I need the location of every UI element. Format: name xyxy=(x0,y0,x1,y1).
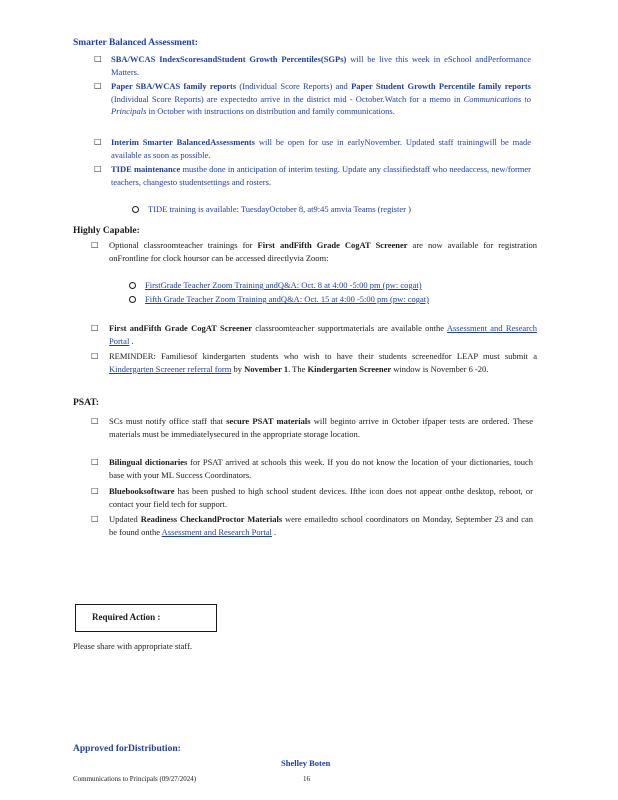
bullet-icon: □ xyxy=(94,137,102,146)
circle-bullet-icon xyxy=(132,206,139,213)
sba-item-interim: Interim Smarter BalancedAssessments will be open for use in earlyNovember. Updated staff trainingwill be made available as soon as possible. xyxy=(111,137,531,160)
first-grade-zoom-link[interactable]: FirstGrade Teacher Zoom Training andQ&A: Oct. 8 at 4:00 -5:00 pm (pw: cogat) xyxy=(145,280,422,290)
approval-label: Approved forDistribution: xyxy=(73,744,181,754)
assessment-portal-link[interactable]: Assessment and Research Portal xyxy=(109,323,537,346)
fifth-grade-zoom-link[interactable]: Fifth Grade Teacher Zoom Training andQ&A: Oct. 15 at 4:00 -5:00 pm (pw: cogat) xyxy=(145,294,429,304)
bullet-icon: □ xyxy=(91,416,99,425)
sba-item-family-reports: Paper SBA/WCAS family reports (Individual Score Reports) and Paper Student Growth Percentile family reports (Individual Score Reports) are expectedto arrive in the district mid - October.Watch for a memo in Communications to Principals in October with instructions on distribution and family communications. xyxy=(111,81,531,117)
page-number: 16 xyxy=(303,775,310,783)
bullet-icon: □ xyxy=(94,164,102,173)
sba-item-tide: TIDE maintenance mustbe done in anticipation of interim testing. Update any classifiedstaff who needaccess, new/former teachers, changesto studentsettings and rosters. xyxy=(111,164,531,187)
approver-name: Shelley Boten xyxy=(281,758,331,768)
hc-item-trainings: Optional classroomteacher trainings for First andFifth Grade CogAT Screener are now available for registration onFrontline for clock hoursor can be accessed directlyvia Zoom: xyxy=(109,240,537,263)
tide-training-item[interactable]: TIDE training is available: TuesdayOctober 8, at9:45 amvia Teams (register ) xyxy=(148,204,411,214)
bullet-icon: □ xyxy=(91,514,99,523)
psat-item-secure: SCs must notify office staff that secure PSAT materials will beginto arrive in October ifpaper tests are ordered. These materials must be immediatelysecured in the appropriate storage location. xyxy=(109,416,534,439)
sba-item-scores: SBA/WCAS IndexScoresandStudent Growth Percentiles(SGPs) will be live this week in eSchool andPerformance Matters. xyxy=(111,54,531,77)
bullet-icon: □ xyxy=(91,457,99,466)
psat-item-bluebook: Bluebooksoftware has been pushed to high school student devices. Ifthe icon does not appear onthe desktop, reboot, or contact your field tech for support. xyxy=(109,486,533,509)
bullet-icon: □ xyxy=(91,323,99,332)
kindergarten-referral-link[interactable]: Kindergarten Screener referral form xyxy=(109,363,232,374)
bullet-icon: □ xyxy=(94,54,102,63)
action-text: Please share with appropriate staff. xyxy=(73,641,193,651)
bullet-icon: □ xyxy=(91,486,99,495)
psat-item-dictionaries: Bilingual dictionaries for PSAT arrived at schools this week. If you do not know the location of your dictionaries, touch base with your ML Success Coordinators. xyxy=(109,457,533,480)
hc-section-title: Highly Capable: xyxy=(73,226,140,236)
bullet-icon: □ xyxy=(91,351,99,360)
footer-text: Communications to Principals (09/27/2024) xyxy=(73,775,197,783)
hc-item-materials: First andFifth Grade CogAT Screener classroomteacher supportmaterials are available onthe Assessment and Research Portal . xyxy=(109,323,537,346)
required-action-box xyxy=(75,604,217,632)
hc-item-reminder: REMINDER: Familiesof kindergarten students who wish to have their students screenedfor LEAP must submit a Kindergarten Screener referral form by November 1. The Kindergarten Screener window is November 6 -20. xyxy=(109,351,537,374)
psat-item-readiness: Updated Readiness CheckandProctor Materials were emailedto school coordinators on Monday, September 23 and can be found onthe Assessment and Research Portal . xyxy=(109,514,534,537)
bullet-icon: □ xyxy=(94,81,102,90)
circle-bullet-icon xyxy=(129,296,136,303)
required-action-label: Required Action : xyxy=(92,612,161,622)
sba-section-title: Smarter Balanced Assessment: xyxy=(73,38,198,48)
bullet-icon: □ xyxy=(91,240,99,249)
circle-bullet-icon xyxy=(129,282,136,289)
assessment-portal-link[interactable]: Assessment and Research Portal xyxy=(161,526,272,537)
psat-section-title: PSAT: xyxy=(73,398,100,408)
